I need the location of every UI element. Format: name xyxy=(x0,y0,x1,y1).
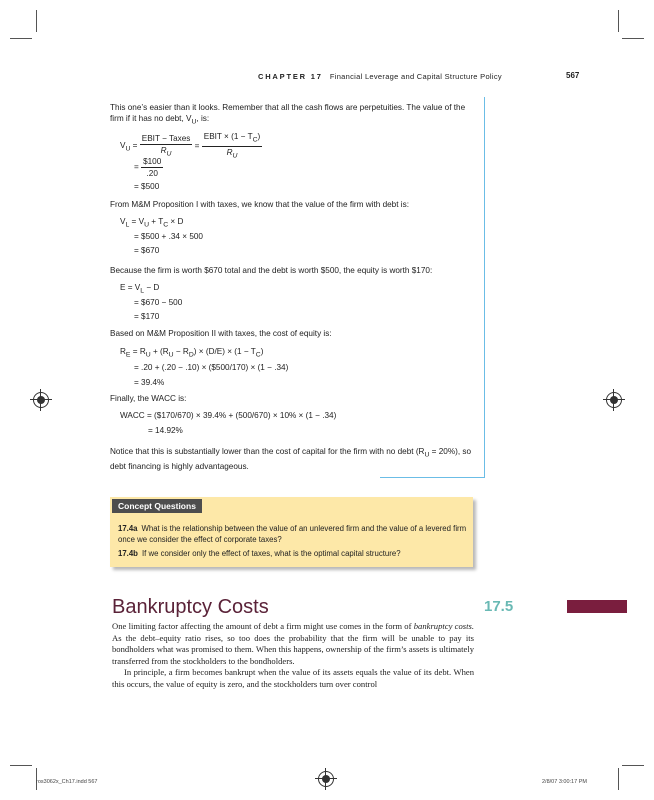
concept-question: 17.4b If we consider only the effect of taxes, what is the optimal capital structure? xyxy=(118,549,401,558)
concept-question: 17.4a What is the relationship between the value of an unlevered firm and the value of a levered firm once we consider the effect of corporate taxes? xyxy=(118,524,467,544)
re-line: = .20 + (.20 − .10) × ($500/170) × (1 − .34) xyxy=(134,363,289,372)
paragraph: One limiting factor affecting the amount of debt a firm might use comes in the form of bankruptcy costs. As the debt–equity ratio rises, so too does the probability that the firm will be unable to pay its bondholders what was promised to them. When this happens, ownership of the firm’s assets is ultimately transferred from the stockholders to the bondholders. xyxy=(112,621,474,666)
conclusion: Notice that this is substantially lower than the cost of capital for the firm with no debt $(R_U = 20\%)$, so debt financing is highly advantageous. xyxy=(110,447,472,471)
section-body xyxy=(112,621,474,691)
vl-line: = $500 + .34 × 500 xyxy=(134,232,203,241)
page-number: 567 xyxy=(566,71,580,80)
solution-rule xyxy=(484,97,485,477)
e-line: = $170 xyxy=(134,312,160,321)
concept-questions-title: Concept Questions xyxy=(112,499,202,513)
paragraph: In principle, a firm becomes bankrupt when the value of its assets equals the value of its debt. When this occurs, the value of equity is zero, and the stockholders turn over control xyxy=(112,667,474,689)
wacc-line: = 14.92% xyxy=(148,426,183,435)
vu-result: = $500 xyxy=(134,182,160,191)
chapter-title: Financial Leverage and Capital Structure Policy xyxy=(329,72,502,81)
mm2-intro: Based on M&M Proposition II with taxes, the cost of equity is: xyxy=(110,329,332,338)
registration-mark-icon xyxy=(33,392,49,408)
vu-equation: $V_U$ = $\frac{\text{EBIT − Taxes}}{R_U}$ = $\frac{EBIT \times (1 - T_C)}{R_U}$ xyxy=(120,132,261,160)
print-datetime: 2/8/07 3:00:17 PM xyxy=(542,779,587,785)
file-slug: ros3062x_Ch17.indd 567 xyxy=(36,779,98,785)
vu-step: = $\frac{\$100}{.20}$ xyxy=(134,157,162,178)
re-line: = 39.4% xyxy=(134,378,165,387)
crop-mark xyxy=(36,10,37,32)
crop-mark xyxy=(618,768,619,790)
mm1-intro: From M&M Proposition I with taxes, we know that the value of the firm with debt is: xyxy=(110,200,409,209)
solution-intro: This one’s easier than it looks. Remember that all the cash flows are perpetuities. The value of the firm if it has no debt, $V_U$, is: xyxy=(110,103,466,126)
solution-rule xyxy=(380,477,485,478)
section-number: 17.5 xyxy=(484,598,514,615)
section-title: Bankruptcy Costs xyxy=(112,596,269,618)
crop-mark xyxy=(10,38,32,39)
registration-mark-icon xyxy=(318,771,334,787)
registration-mark-icon xyxy=(606,392,622,408)
crop-mark xyxy=(618,10,619,32)
section-accent-bar xyxy=(567,600,627,613)
re-line: $R_E = R_U + (R_U - R_D) \times (D/E) \times (1 - T_C)$ xyxy=(120,347,264,359)
vl-line: $V_L = V_U + T_C \times D$ xyxy=(120,217,184,229)
wacc-line: WACC = ($170/670) × 39.4% + (500/670) × 10% × (1 − .34) xyxy=(120,411,337,420)
e-line: = $670 − 500 xyxy=(134,298,183,307)
equity-intro: Because the firm is worth $670 total and the debt is worth $500, the equity is worth $170: xyxy=(110,266,433,275)
e-line: $E = V_L - D$ xyxy=(120,283,160,295)
crop-mark xyxy=(622,38,644,39)
wacc-intro: Finally, the WACC is: xyxy=(110,394,187,403)
crop-mark xyxy=(622,765,644,766)
chapter-label: CHAPTER 17 xyxy=(258,72,323,81)
running-header xyxy=(258,72,502,81)
vl-line: = $670 xyxy=(134,246,160,255)
crop-mark xyxy=(10,765,32,766)
